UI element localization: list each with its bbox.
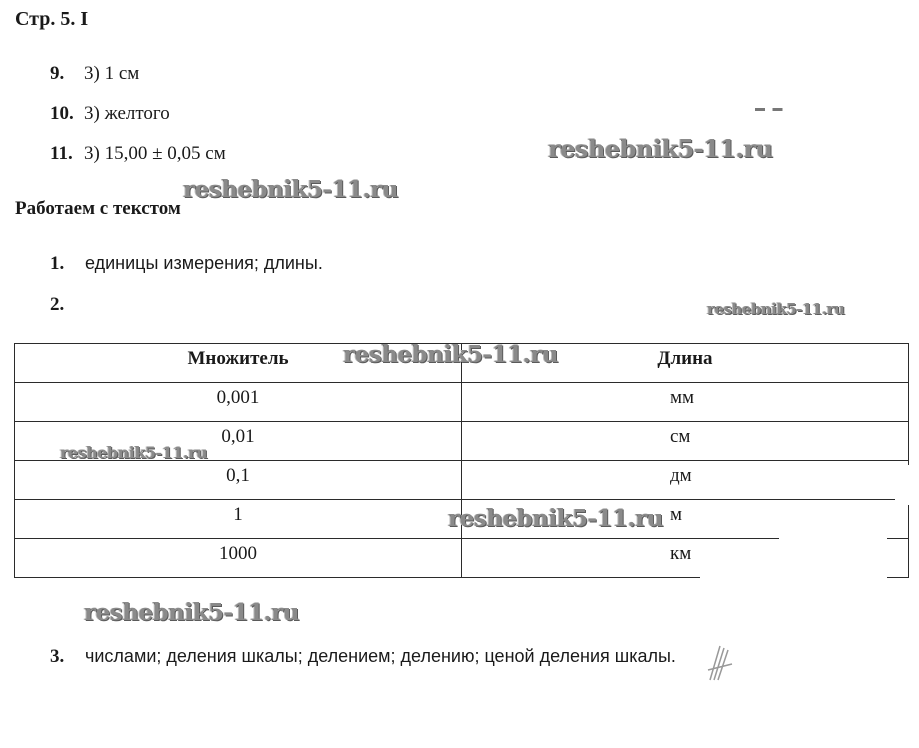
multiplier-cell: 0,001 [15,383,462,422]
scan-gap [779,504,887,586]
text-item-text: числами; деления шкалы; делением; делению; ценой деления шкалы. [85,646,676,666]
page-title: Стр. 5. I [15,8,89,30]
answer-text: 3) 15,00 ± 0,05 см [84,143,226,164]
text-item-text: единицы измерения; длины. [85,253,323,273]
answer-number: 9. [50,63,65,84]
answer-item-10 [50,103,170,125]
text-item-number: 1. [50,253,65,274]
multiplier-cell: 0,01 [15,422,462,461]
section-title: Работаем с текстом [15,198,181,219]
scan-gap [895,465,915,505]
text-item-number: 3. [50,646,65,667]
multiplier-cell: 0,1 [15,461,462,500]
column-header-length: Длина [462,344,909,383]
answer-number: 11. [50,143,73,164]
answer-text: 3) желтого [84,103,170,124]
text-item-number: 2. [50,294,65,315]
scan-gap [700,545,780,587]
column-header-multiplier: Множитель [15,344,462,383]
text-item-3 [50,646,676,668]
watermark: reshebnik5-11.ru [548,134,773,163]
answer-text: 3) 1 см [84,63,140,84]
watermark: reshebnik5-11.ru [707,300,845,318]
table-row [15,461,909,500]
unit-cell: см [462,422,909,461]
unit-cell: мм [462,383,909,422]
watermark: reshebnik5-11.ru [343,341,558,368]
answer-item-9 [50,63,139,85]
scan-speck: ▬ ▬ [755,103,783,114]
watermark: reshebnik5-11.ru [84,599,299,626]
multiplier-cell: 1000 [15,539,462,578]
answer-number: 10. [50,103,74,124]
unit-cell: км [462,539,909,578]
text-item-2 [50,294,85,316]
scribble-mark [706,640,736,684]
answer-item-11 [50,143,226,165]
text-item-1 [50,253,323,275]
table-row [15,383,909,422]
unit-cell: м [462,500,909,539]
watermark: reshebnik5-11.ru [60,443,208,462]
watermark: reshebnik5-11.ru [183,176,398,203]
unit-cell: дм [462,461,909,500]
watermark: reshebnik5-11.ru [448,505,663,532]
multiplier-cell: 1 [15,500,462,539]
